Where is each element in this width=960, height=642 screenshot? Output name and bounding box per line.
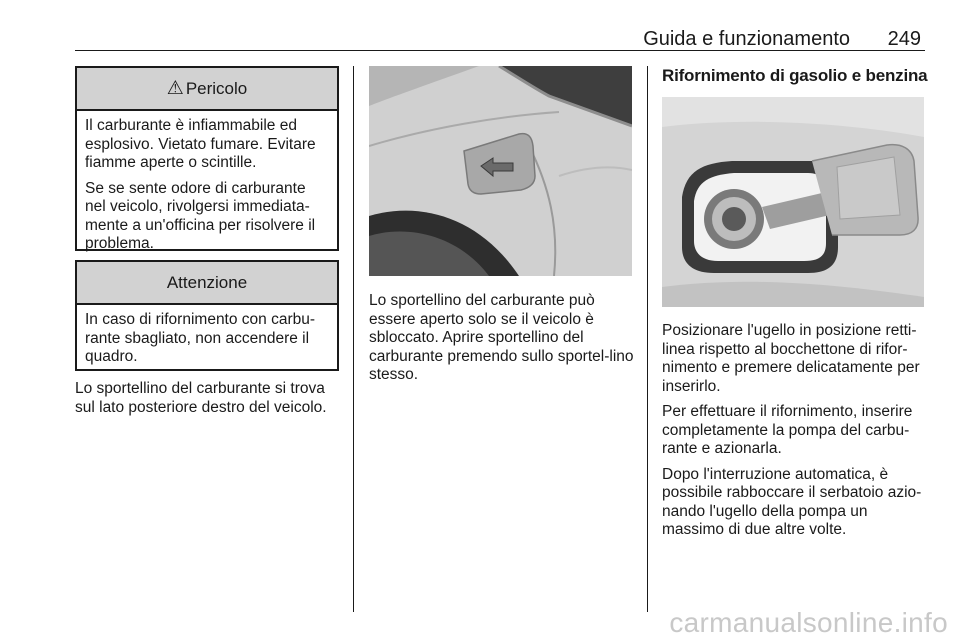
attention-box-header — [77, 262, 337, 305]
attention-box — [75, 260, 339, 371]
fuel-door-closed-illustration — [369, 66, 632, 276]
danger-box-header — [77, 68, 337, 111]
page-number: 249 — [887, 28, 921, 50]
section-title: Rifornimento di gasolio e benzina — [662, 66, 928, 85]
right-paragraph: Posizionare l'ugello in posizione retti-linea rispetto al bocchettone di rifor-nimento e premere delicatamente per inserirlo. — [662, 322, 920, 395]
middle-paragraph: Lo sportellino del carburante può essere aperto solo se il veicolo è sbloccato. Aprire sportellino del carburante premendo sullo sportel-lino stesso. — [369, 292, 634, 383]
column-divider-2 — [647, 66, 648, 612]
header-title: Guida e funzionamento — [643, 28, 850, 50]
watermark: carmanualsonline.info — [669, 607, 948, 638]
left-body-text — [75, 380, 341, 424]
danger-box — [75, 66, 339, 251]
column-divider-1 — [353, 66, 354, 612]
attention-box-title: Attenzione — [166, 272, 248, 292]
header-rule — [75, 50, 925, 51]
refuel-nozzle-illustration — [662, 97, 924, 307]
middle-body-text — [369, 292, 639, 392]
page-header — [75, 24, 925, 50]
right-paragraph: Dopo l'interruzione automatica, è possibile rabboccare il serbatoio azio-nando l'ugello della pompa un massimo di due altre volte. — [662, 465, 922, 538]
attention-paragraph: In caso di rifornimento con carbu-rante sbagliato, non accendere il quadro. — [85, 311, 316, 365]
danger-box-body — [77, 111, 337, 254]
danger-paragraph: Il carburante è infiammabile ed esplosivo. Vietato fumare. Evitare fiamme aperte o scintille. — [85, 117, 316, 171]
danger-box-title: Pericolo — [185, 78, 248, 98]
danger-paragraph: Se se sente odore di carburante nel veicolo, rivolgersi immediata-mente a un'officina per risolvere il problema. — [85, 179, 316, 252]
left-paragraph: Lo sportellino del carburante si trova sul lato posteriore destro del veicolo. — [75, 380, 327, 416]
attention-box-body — [77, 305, 337, 367]
warning-triangle-icon: ⚠ — [166, 78, 184, 99]
right-paragraph: Per effettuare il rifornimento, inserire completamente la pompa del carbu-rante e azionarla. — [662, 403, 913, 457]
right-body-text — [662, 322, 928, 547]
